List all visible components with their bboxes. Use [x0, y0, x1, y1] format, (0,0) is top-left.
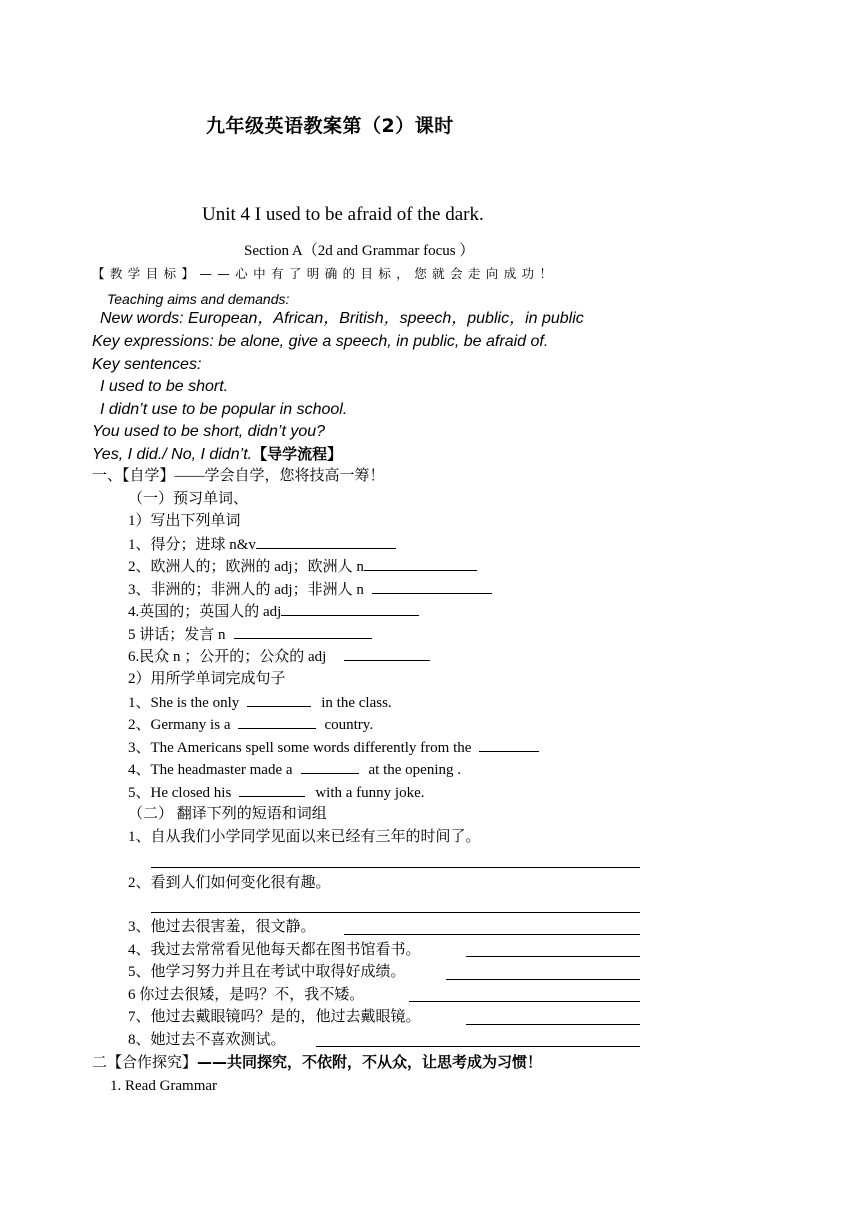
translate-item-3: 3、他过去很害羞，很文静。 — [128, 919, 316, 935]
word-prompt-2: 2、欧洲人的；欧洲的 adj；欧洲人 n — [128, 559, 364, 575]
answer-blank[interactable] — [281, 601, 419, 616]
part2-heading — [92, 1052, 542, 1073]
new-words-line: New words: European，African，British，speech，public，in public — [100, 310, 584, 327]
sentence-item-3 — [128, 737, 539, 758]
answer-blank[interactable] — [364, 556, 477, 571]
key-sentence-1: I used to be short. — [100, 378, 229, 395]
sentence-text-4a: 4、The headmaster made a — [128, 762, 293, 778]
key-expressions-line: Key expressions: be alone, give a speech, in public, be afraid of. — [92, 333, 549, 350]
answer-blank[interactable] — [344, 646, 430, 661]
translate-item-7: 7、他过去戴眼镜吗？是的，他过去戴眼镜。 — [128, 1009, 421, 1025]
sentence-text-4b: at the opening . — [368, 762, 461, 778]
complete-sentences-task: 2）用所学单词完成句子 — [128, 671, 286, 687]
word-prompt-1: 1、得分；进球 n&v — [128, 537, 256, 553]
word-prompt-5: 5 讲话；发言 n — [128, 627, 226, 643]
answer-blank[interactable] — [372, 579, 492, 594]
sentence-text-1b: in the class. — [321, 695, 392, 711]
answer-line[interactable] — [466, 956, 640, 957]
aims-heading: Teaching aims and demands: — [107, 291, 290, 307]
read-grammar-item: 1. Read Grammar — [110, 1078, 218, 1094]
answer-blank[interactable] — [301, 759, 359, 774]
word-prompt-6: 6.民众 n ；公开的；公众的 adj — [128, 649, 327, 665]
answer-blank[interactable] — [238, 714, 316, 729]
answer-blank[interactable] — [239, 782, 305, 797]
sentence-text-2b: country. — [324, 717, 374, 733]
sentence-item-1 — [128, 692, 392, 713]
key-sentence-3: You used to be short, didn’t you? — [92, 423, 326, 440]
sentence-text-5b: with a funny joke. — [315, 785, 425, 801]
answer-line[interactable] — [316, 1046, 640, 1047]
part1-heading — [92, 466, 385, 486]
translate-item-6: 6 你过去很矮，是吗？不，我不矮。 — [128, 987, 365, 1003]
key-sentence-4-row — [92, 444, 342, 465]
part1-heading-rest: ——学会自学，您将技高一筹！ — [174, 468, 385, 484]
key-sentence-2: I didn’t use to be popular in school. — [100, 401, 348, 418]
answer-line[interactable] — [151, 867, 640, 868]
word-item-2 — [128, 556, 477, 577]
translate-item-5: 5、他学习努力并且在考试中取得好成绩。 — [128, 964, 406, 980]
word-item-5 — [128, 624, 372, 645]
translate-subheading: （二） 翻译下列的短语和词组 — [128, 806, 327, 822]
translate-item-4: 4、我过去常常看见他每天都在图书馆看书。 — [128, 942, 421, 958]
part1-heading-prefix: 一、【自学】 — [92, 468, 175, 484]
part2-heading-rest: ——共同探究，不依附，不从众，让思考成为习惯！ — [197, 1053, 543, 1071]
answer-line[interactable] — [446, 979, 640, 980]
answer-blank[interactable] — [256, 534, 396, 549]
sentence-text-3a: 3、The Americans spell some words differently from the — [128, 740, 472, 756]
write-words-task: 1）写出下列单词 — [128, 513, 241, 529]
section-heading: Section A（2d and Grammar focus ） — [244, 243, 475, 259]
word-item-3 — [128, 579, 492, 600]
answer-blank[interactable] — [479, 737, 539, 752]
sentence-item-5 — [128, 782, 424, 803]
answer-line[interactable] — [466, 1024, 640, 1025]
key-sentences-label: Key sentences: — [92, 356, 202, 373]
guide-flow-heading: 【导学流程】 — [252, 445, 343, 463]
unit-heading: Unit 4 I used to be afraid of the dark. — [202, 204, 484, 225]
word-item-6 — [128, 646, 430, 667]
translate-item-8: 8、她过去不喜欢测试。 — [128, 1032, 286, 1048]
part2-heading-prefix: 二【合作探究】 — [92, 1055, 198, 1071]
sentence-text-2a: 2、Germany is a — [128, 717, 231, 733]
sentence-text-1a: 1、She is the only — [128, 695, 240, 711]
sentence-item-4 — [128, 759, 461, 780]
translate-item-1: 1、自从我们小学同学见面以来已经有三年的时间了。 — [128, 829, 481, 845]
word-item-4 — [128, 601, 419, 622]
sentence-item-2 — [128, 714, 373, 735]
answer-blank[interactable] — [247, 692, 311, 707]
word-item-1 — [128, 534, 396, 555]
teaching-goal-banner: 【教学目标】——心中有了明确的目标，您就会走向成功！ — [92, 266, 558, 281]
answer-line[interactable] — [409, 1001, 640, 1002]
key-sentence-4: Yes, I did./ No, I didn’t. — [92, 446, 253, 463]
word-prompt-4: 4.英国的；英国人的 adj — [128, 604, 282, 620]
word-prompt-3: 3、非洲的；非洲人的 adj；非洲人 n — [128, 582, 364, 598]
translate-item-2: 2、看到人们如何变化很有趣。 — [128, 875, 331, 891]
answer-line[interactable] — [151, 912, 640, 913]
preview-words-subheading: （一）预习单词、 — [128, 491, 249, 507]
sentence-text-5a: 5、He closed his — [128, 785, 232, 801]
answer-blank[interactable] — [234, 624, 372, 639]
answer-line[interactable] — [344, 934, 640, 935]
page-title: 九年级英语教案第（2）课时 — [206, 115, 454, 137]
